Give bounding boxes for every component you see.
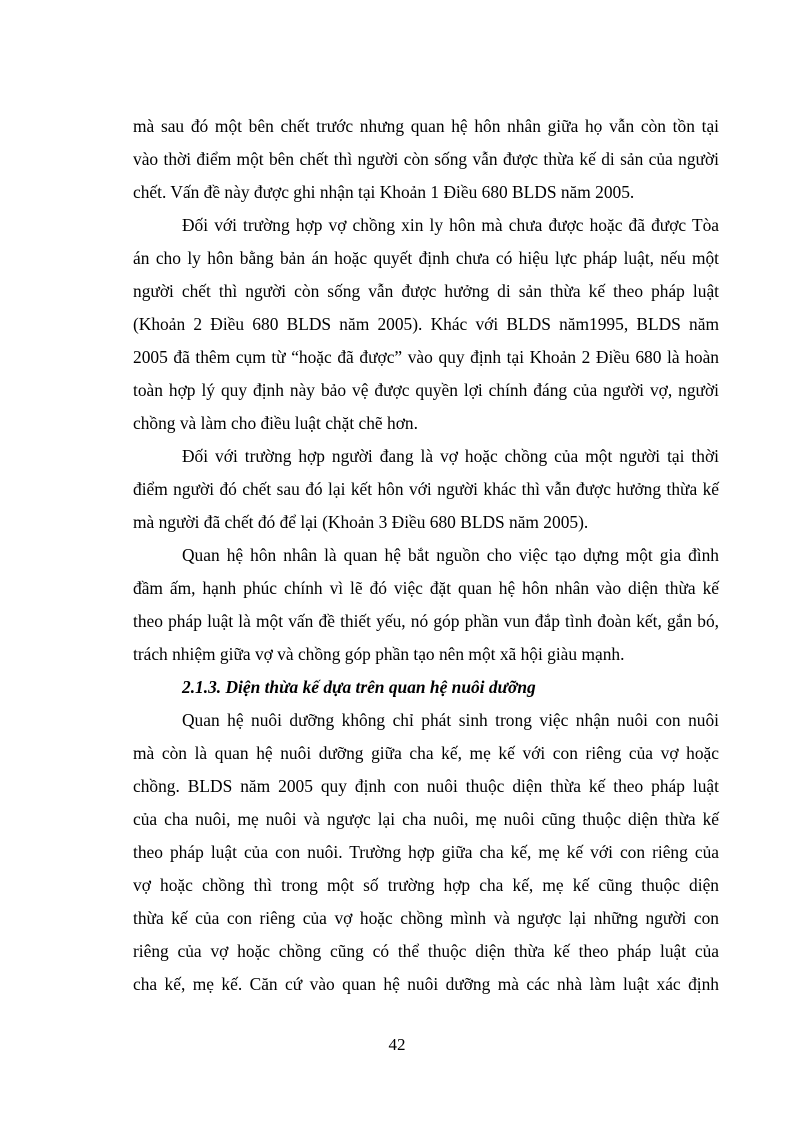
text-line: án cho ly hôn bằng bản án hoặc quyết định chưa có hiệu lực pháp luật, nếu một — [133, 248, 719, 268]
page-number: 42 — [388, 1035, 406, 1054]
paragraph — [133, 704, 719, 1001]
text-line: (Khoản 2 Điều 680 BLDS năm 2005). Khác với BLDS năm1995, BLDS năm — [133, 314, 719, 334]
paragraph — [133, 440, 719, 539]
text-line: Đối với trường hợp vợ chồng xin ly hôn mà chưa được hoặc đã được Tòa — [182, 215, 719, 235]
text-line: vào thời điểm một bên chết thì người còn sống vẫn được thừa kế di sản của người — [133, 149, 719, 169]
text-line: riêng của vợ hoặc chồng cũng có thể thuộc diện thừa kế theo pháp luật của — [133, 941, 719, 961]
text-line: mà người đã chết đó để lại (Khoản 3 Điều 680 BLDS năm 2005). — [133, 512, 589, 532]
text-line: người chết thì người còn sống vẫn được hưởng di sản thừa kế theo pháp luật — [133, 281, 719, 301]
text-line: Đối với trường hợp người đang là vợ hoặc chồng của một người tại thời — [182, 446, 719, 466]
paragraph — [133, 110, 719, 209]
text-line: cha kế, mẹ kế. Căn cứ vào quan hệ nuôi dưỡng mà các nhà làm luật xác định — [133, 974, 719, 994]
text-line: trách nhiệm giữa vợ và chồng góp phần tạo nên một xã hội giàu mạnh. — [133, 644, 625, 664]
text-line: toàn hợp lý quy định này bảo vệ được quyền lợi chính đáng của người vợ, người — [133, 380, 719, 400]
text-line: theo pháp luật là một vấn đề thiết yếu, nó góp phần vun đắp tình đoàn kết, gắn bó, — [133, 611, 719, 631]
text-line: chết. Vấn đề này được ghi nhận tại Khoản 1 Điều 680 BLDS năm 2005. — [133, 182, 635, 202]
text-line: theo pháp luật của con nuôi. Trường hợp giữa cha kế, mẹ kế với con riêng của — [133, 842, 719, 862]
text-line: thừa kế của con riêng của vợ hoặc chồng mình và ngược lại những người con — [133, 908, 719, 928]
text-line: vợ hoặc chồng thì trong một số trường hợp cha kế, mẹ kế cũng thuộc diện — [133, 875, 719, 895]
text-line: mà còn là quan hệ nuôi dưỡng giữa cha kế, mẹ kế với con riêng của vợ hoặc — [133, 743, 719, 763]
text-line: của cha nuôi, mẹ nuôi và ngược lại cha nuôi, mẹ nuôi cũng thuộc diện thừa kế — [133, 809, 719, 829]
text-line: chồng và làm cho điều luật chặt chẽ hơn. — [133, 413, 418, 433]
text-line: Quan hệ hôn nhân là quan hệ bắt nguồn cho việc tạo dựng một gia đình — [182, 545, 719, 565]
text-line: chồng. BLDS năm 2005 quy định con nuôi thuộc diện thừa kế theo pháp luật — [133, 776, 719, 796]
document-body — [133, 110, 719, 1001]
text-line: điểm người đó chết sau đó lại kết hôn với người khác thì vẫn được hưởng thừa kế — [133, 479, 719, 499]
paragraph — [133, 209, 719, 440]
text-line: đầm ấm, hạnh phúc chính vì lẽ đó việc đặt quan hệ hôn nhân vào diện thừa kế — [133, 578, 719, 598]
text-line: 2005 đã thêm cụm từ “hoặc đã được” vào quy định tại Khoản 2 Điều 680 là hoàn — [133, 347, 719, 367]
text-line: mà sau đó một bên chết trước nhưng quan hệ hôn nhân giữa họ vẫn còn tồn tại — [133, 116, 719, 136]
text-line: Quan hệ nuôi dưỡng không chỉ phát sinh trong việc nhận nuôi con nuôi — [182, 710, 719, 730]
paragraph — [133, 539, 719, 671]
section-heading: 2.1.3. Diện thừa kế dựa trên quan hệ nuôi dưỡng — [182, 677, 536, 697]
